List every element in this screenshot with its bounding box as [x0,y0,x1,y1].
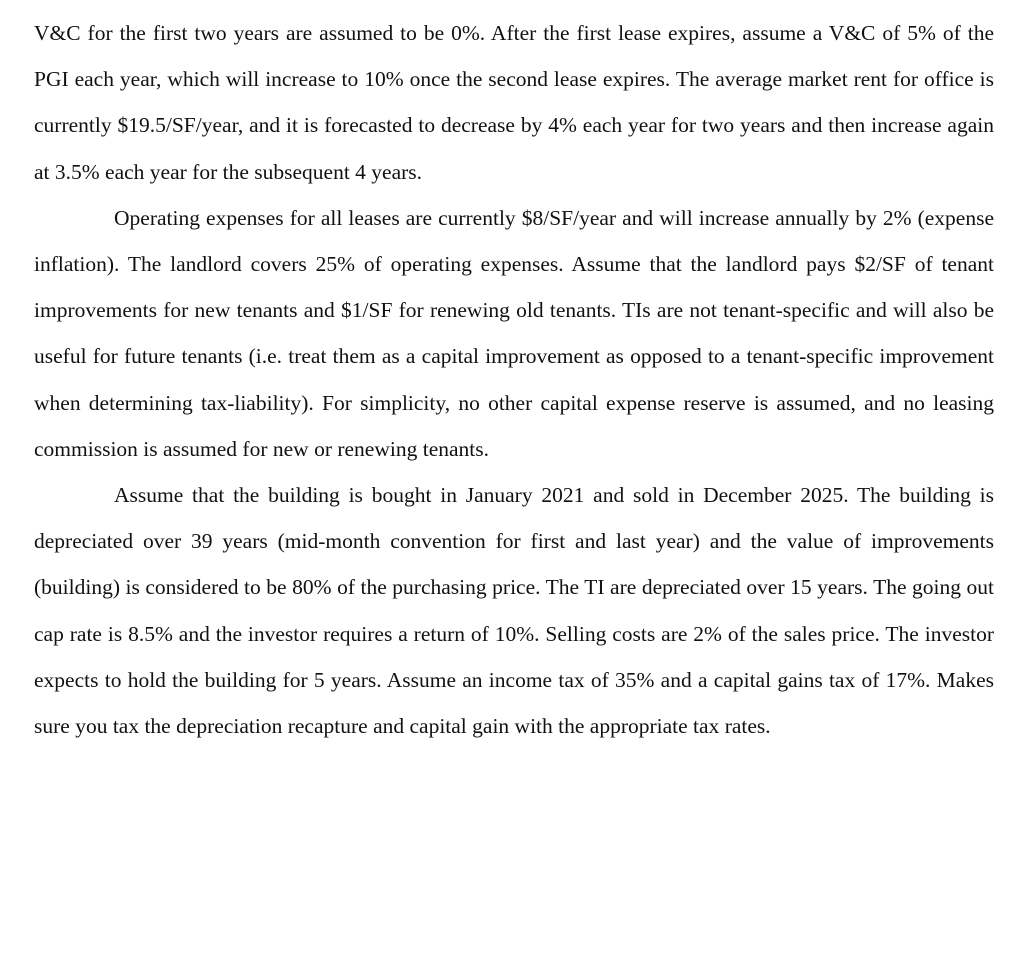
paragraph-operating-expenses: Operating expenses for all leases are currently $8/SF/year and will increase annually by 2% (expense inflation). The landlord covers 25% of operating expenses. Assume that the landlord pays $2/SF of tenant improvements for new tenants and $1/SF for renewing old tenants. TIs are not tenant-specific and will also be useful for future tenants (i.e. treat them as a capital improvement as opposed to a tenant-specific improvement when determining tax-liability). For simplicity, no other capital expense reserve is assumed, and no leasing commission is assumed for new or renewing tenants. [34,205,994,461]
document-body [34,10,994,749]
paragraph-purchase-and-sale: Assume that the building is bought in January 2021 and sold in December 2025. The building is depreciated over 39 years (mid-month convention for first and last year) and the value of improvements (building) is considered to be 80% of the purchasing price. The TI are depreciated over 15 years. The going out cap rate is 8.5% and the investor requires a return of 10%. Selling costs are 2% of the sales price. The investor expects to hold the building for 5 years. Assume an income tax of 35% and a capital gains tax of 17%. Makes sure you tax the depreciation recapture and capital gain with the appropriate tax rates. [34,483,994,739]
paragraph-vacancy-and-rent: V&C for the first two years are assumed to be 0%. After the first lease expires, assume a V&C of 5% of the PGI each year, which will increase to 10% once the second lease expires. The average market rent for office is currently $19.5/SF/year, and it is forecasted to decrease by 4% each year for two years and then increase again at 3.5% each year for the subsequent 4 years. [34,21,994,184]
